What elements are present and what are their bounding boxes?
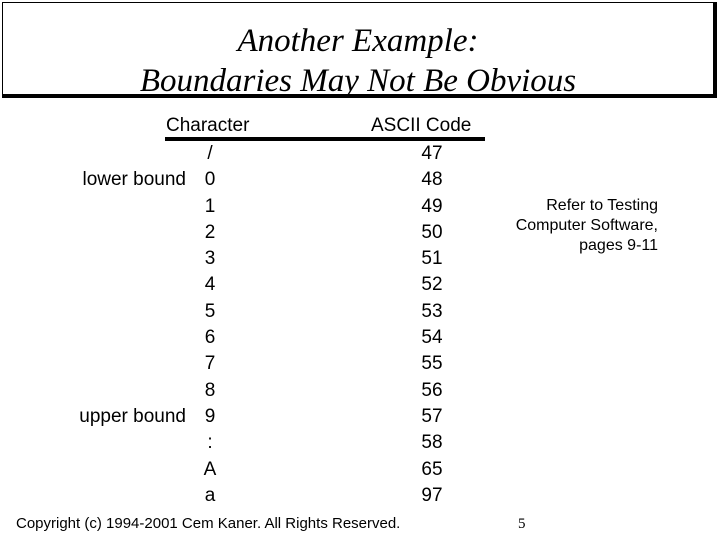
row-character: :: [207, 432, 213, 454]
row-character: 9: [204, 405, 216, 427]
row-ascii-code: 47: [421, 143, 443, 164]
row-ascii-code: 52: [421, 274, 443, 296]
table-row: [0, 485, 500, 511]
row-label: upper bound: [79, 405, 186, 427]
table-row: [0, 248, 500, 274]
row-ascii-code: 65: [421, 458, 443, 480]
row-character: 1: [204, 195, 216, 217]
row-character: 2: [204, 221, 216, 243]
row-character: 3: [204, 248, 216, 270]
copyright-notice: Copyright (c) 1994-2001 Cem Kaner. All Rights Reserved.: [16, 515, 401, 532]
row-ascii-code: 56: [421, 379, 443, 401]
table-row: [0, 222, 500, 248]
row-ascii-code: 50: [421, 221, 443, 243]
row-ascii-code: 97: [421, 484, 443, 506]
table-row: [0, 459, 500, 485]
row-ascii-code: 49: [421, 195, 443, 217]
table-row: [0, 301, 500, 327]
slide-title-line-2: Boundaries May Not Be Obvious: [139, 63, 577, 99]
row-character: 6: [204, 327, 216, 349]
reference-line-2: Computer Software,: [515, 217, 658, 234]
table-row: [0, 274, 500, 300]
row-character: 4: [204, 274, 216, 296]
reference-line-1: Refer to Testing: [546, 197, 658, 214]
table-row: [0, 432, 500, 458]
reference-line-3: pages 9-11: [579, 237, 658, 254]
row-character: A: [203, 458, 217, 480]
slide-title-line-1: Another Example:: [237, 23, 479, 59]
ascii-table: [0, 143, 500, 511]
row-character: a: [204, 484, 216, 506]
reference-note: [470, 196, 658, 256]
row-character: /: [207, 143, 213, 164]
row-ascii-code: 48: [421, 169, 443, 191]
row-ascii-code: 57: [421, 405, 443, 427]
page-number: 5: [518, 516, 526, 532]
row-ascii-code: 55: [421, 353, 443, 375]
row-label: lower bound: [82, 169, 186, 191]
row-character: 0: [204, 169, 216, 191]
slide-title-box: [2, 2, 717, 98]
column-header-ascii-code: ASCII Code: [371, 115, 472, 136]
row-character: 7: [204, 353, 216, 375]
column-header-character: Character: [166, 115, 250, 136]
row-character: 5: [204, 300, 216, 322]
row-ascii-code: 53: [421, 300, 443, 322]
header-underline: [165, 137, 485, 141]
row-ascii-code: 58: [421, 432, 443, 454]
table-row: [0, 143, 500, 169]
table-row: [0, 327, 500, 353]
row-ascii-code: 51: [421, 248, 443, 270]
table-row: [0, 406, 500, 432]
table-row: [0, 353, 500, 379]
table-row: [0, 196, 500, 222]
row-character: 8: [204, 379, 216, 401]
table-row: [0, 380, 500, 406]
row-ascii-code: 54: [421, 327, 443, 349]
table-row: [0, 169, 500, 195]
